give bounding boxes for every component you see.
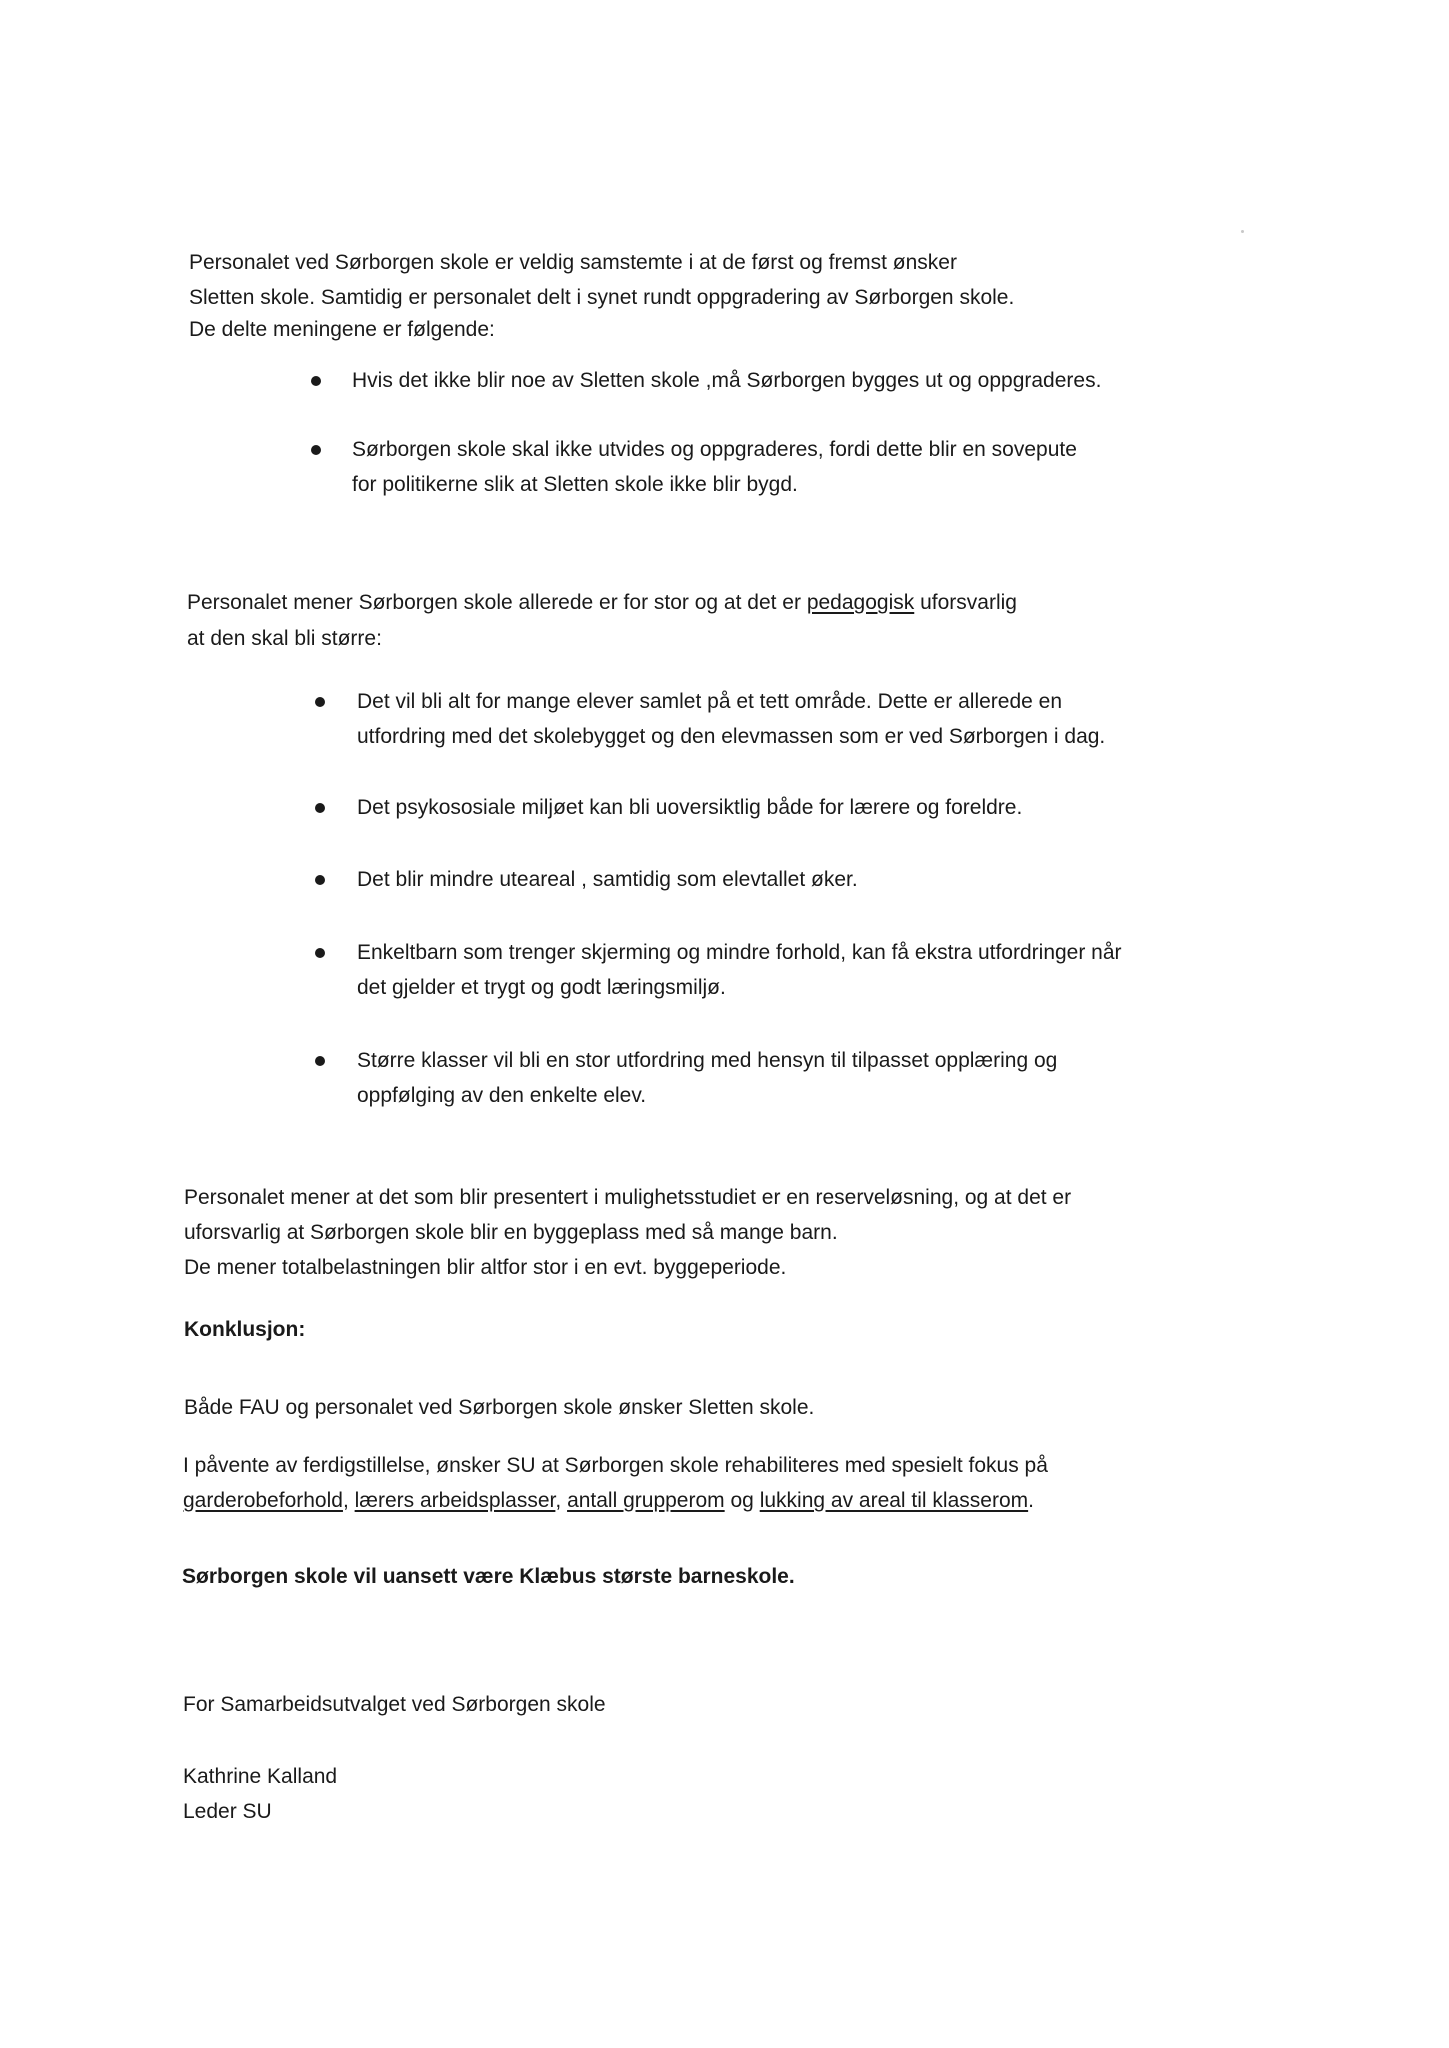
focus-item: lærers arbeidsplasser	[354, 1489, 556, 1512]
study-paragraph	[184, 1180, 1264, 1285]
separator: og	[724, 1489, 760, 1512]
study-line: De mener totalbelastningen blir altfor stor i en evt. byggeperiode.	[184, 1256, 787, 1279]
signature-block	[183, 1759, 1263, 1829]
list-item	[352, 432, 1332, 502]
reason-text: utfordring med det skolebygget og den elevmassen som er ved Sørborgen i dag.	[357, 725, 1106, 748]
rehab-paragraph	[183, 1448, 1263, 1518]
focus-item: antall grupperom	[567, 1489, 725, 1512]
rehab-line: I påvente av ferdigstillelse, ønsker SU at Sørborgen skole rehabiliteres med spesielt fokus på	[183, 1454, 1048, 1477]
opinion-text: for politikerne slik at Sletten skole ikke blir bygd.	[352, 473, 798, 496]
opinion-text: Sørborgen skole skal ikke utvides og oppgraderes, fordi dette blir en sovepute	[352, 438, 1077, 461]
signature-name: Kathrine Kalland	[183, 1765, 338, 1788]
intro-line: De delte meningene er følgende:	[189, 318, 495, 341]
too-big-line	[187, 585, 1267, 620]
bullet-icon	[315, 803, 325, 813]
too-big-paragraph	[187, 585, 1267, 656]
opinion-text: Hvis det ikke blir noe av Sletten skole ,må Sørborgen bygges ut og oppgraderes.	[352, 369, 1102, 392]
list-item	[357, 862, 858, 897]
conclusion-statement: Både FAU og personalet ved Sørborgen skole ønsker Sletten skole.	[184, 1396, 815, 1419]
study-line: Personalet mener at det som blir presentert i mulighetsstudiet er en reserveløsning, og at det er	[184, 1186, 1072, 1209]
list-item	[357, 684, 1105, 754]
too-big-text: Personalet mener Sørborgen skole allerede er for stor og at det er	[187, 591, 807, 614]
bullet-icon	[315, 1056, 325, 1066]
signature-title: Leder SU	[183, 1800, 272, 1823]
bullet-icon	[311, 445, 321, 455]
list-item	[357, 935, 1122, 1005]
too-big-text: uforsvarlig	[914, 591, 1017, 614]
study-line: uforsvarlig at Sørborgen skole blir en byggeplass med så mange barn.	[184, 1221, 838, 1244]
reason-text: Enkeltbarn som trenger skjerming og mindre forhold, kan få ekstra utfordringer når	[357, 941, 1122, 964]
intro-paragraph	[189, 245, 1269, 347]
bullet-icon	[311, 376, 321, 386]
reason-text: Det psykososiale miljøet kan bli uoversiktlig både for lærere og foreldre.	[357, 796, 1023, 819]
list-item	[352, 363, 1332, 423]
list-item	[357, 790, 1022, 825]
too-big-line: at den skal bli større:	[187, 627, 382, 650]
bullet-icon	[315, 697, 325, 707]
signature-for-line: For Samarbeidsutvalget ved Sørborgen skole	[183, 1693, 606, 1716]
list-item	[357, 1043, 1057, 1113]
reason-text: Det vil bli alt for mange elever samlet på et tett område. Dette er allerede en	[357, 690, 1063, 713]
reason-text: Det blir mindre uteareal , samtidig som elevtallet øker.	[357, 868, 858, 891]
pedagogisk-underlined: pedagogisk	[806, 591, 915, 614]
intro-line: Sletten skole. Samtidig er personalet delt i synet rundt oppgradering av Sørborgen skole.	[189, 286, 1015, 309]
bullet-icon	[315, 948, 325, 958]
separator: ,	[555, 1489, 568, 1512]
separator: .	[1028, 1489, 1034, 1512]
reason-text: det gjelder et trygt og godt læringsmiljø.	[357, 976, 726, 999]
bullet-icon	[315, 875, 325, 885]
final-statement: Sørborgen skole vil uansett være Klæbus største barneskole.	[182, 1565, 795, 1588]
intro-line: Personalet ved Sørborgen skole er veldig samstemte i at de først og fremst ønsker	[189, 251, 957, 274]
reason-text: Større klasser vil bli en stor utfordring med hensyn til tilpasset opplæring og	[357, 1049, 1058, 1072]
reason-text: oppfølging av den enkelte elev.	[357, 1084, 647, 1107]
focus-item: garderobeforhold	[183, 1489, 343, 1512]
focus-item: lukking av areal til klasserom	[759, 1489, 1029, 1512]
focus-line	[183, 1483, 1263, 1518]
scan-speck	[1241, 230, 1244, 233]
separator: ,	[342, 1489, 355, 1512]
opinions-list	[352, 363, 1332, 502]
conclusion-heading: Konklusjon:	[184, 1318, 306, 1341]
